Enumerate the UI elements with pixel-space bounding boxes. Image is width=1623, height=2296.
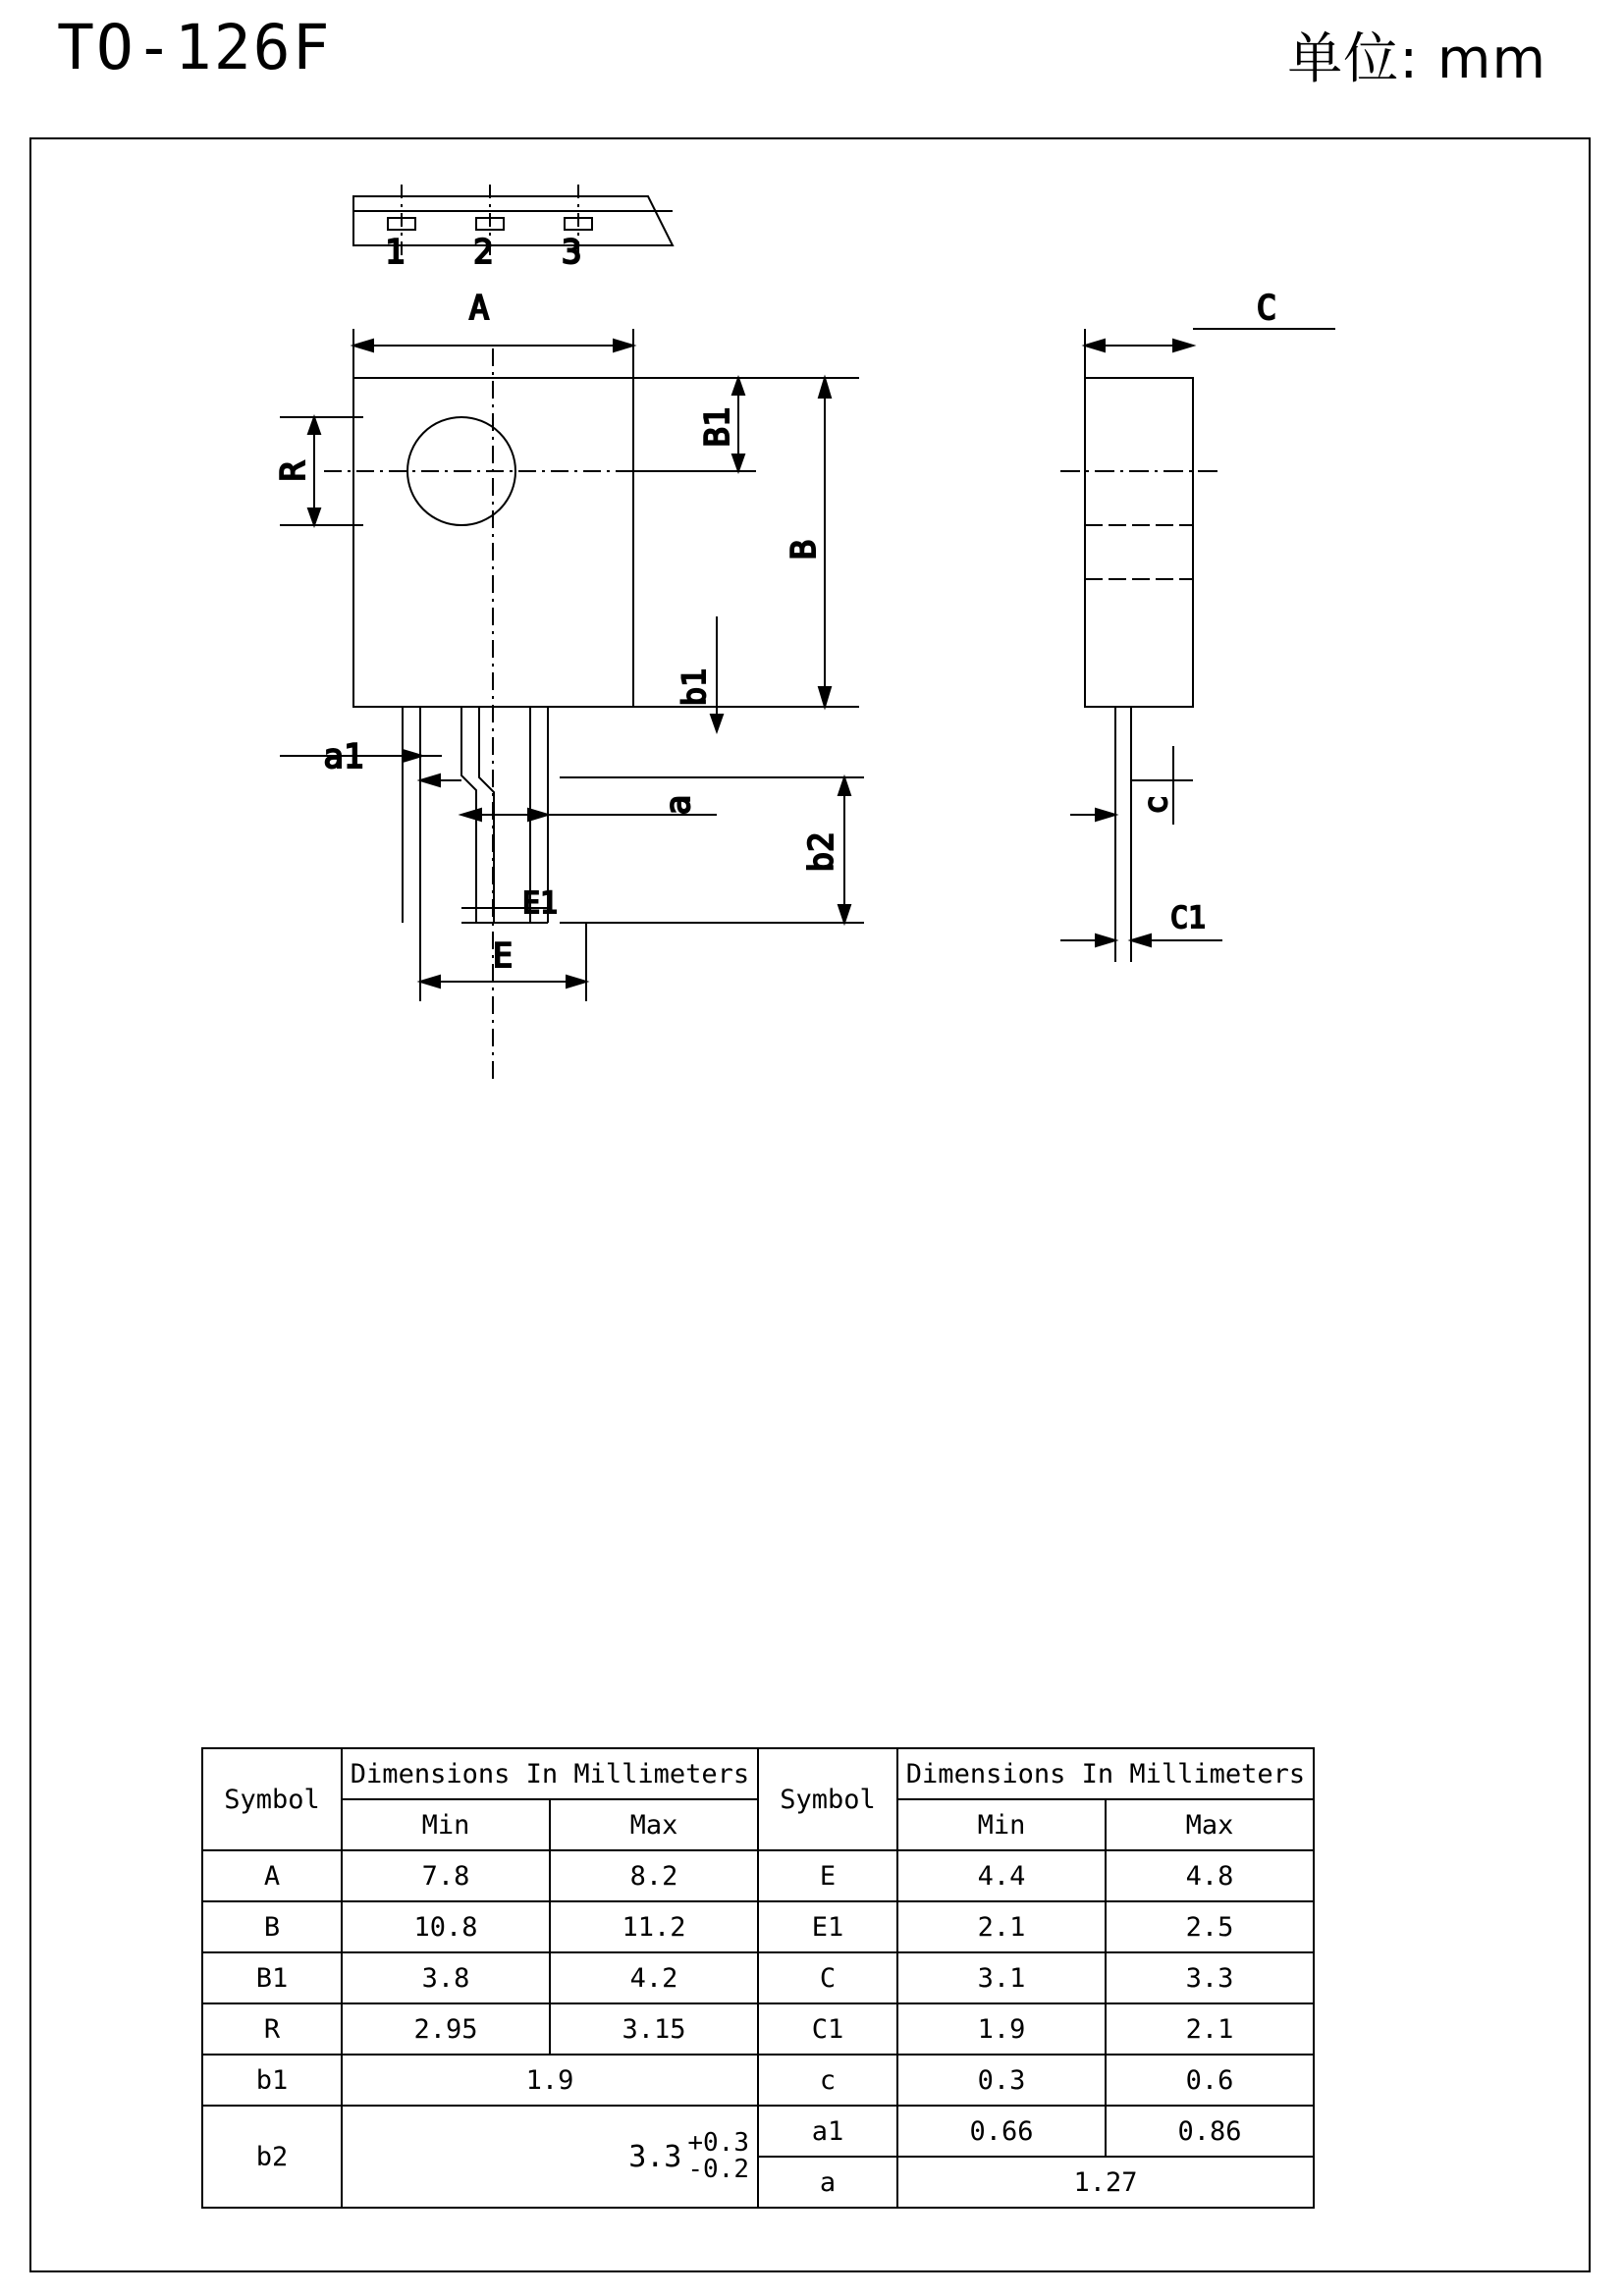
min-cell: 2.1 xyxy=(897,1901,1106,1952)
max-cell: 8.2 xyxy=(550,1850,758,1901)
header-min-left: Min xyxy=(342,1799,550,1850)
symbol-cell: c xyxy=(758,2055,897,2106)
label-a: a xyxy=(659,794,698,816)
pin-3-label: 3 xyxy=(562,233,582,272)
table-row xyxy=(202,2003,1314,2055)
symbol-cell: A xyxy=(202,1850,342,1901)
min-cell: 10.8 xyxy=(342,1901,550,1952)
label-a1: a1 xyxy=(323,737,364,776)
dimensions-table xyxy=(201,1747,1315,2209)
min-cell: 3.8 xyxy=(342,1952,550,2003)
unit-label: 单位: mm xyxy=(1287,27,1546,91)
min-cell: 4.4 xyxy=(897,1850,1106,1901)
min-cell: 1.9 xyxy=(897,2003,1106,2055)
side-view xyxy=(1060,378,1222,952)
symbol-cell: b2 xyxy=(202,2106,342,2208)
span-value-cell: 1.27 xyxy=(897,2157,1314,2208)
max-cell: 11.2 xyxy=(550,1901,758,1952)
label-b1: b1 xyxy=(676,667,713,707)
min-cell: 3.1 xyxy=(897,1952,1106,2003)
page-header xyxy=(0,0,1623,123)
header-symbol-left: Symbol xyxy=(202,1748,342,1850)
dim-a1 xyxy=(280,731,461,825)
tolerance-plus: +0.3 xyxy=(687,2127,749,2158)
label-B1: B1 xyxy=(698,406,737,448)
header-min-right: Min xyxy=(897,1799,1106,1850)
dim-C xyxy=(1085,329,1335,383)
min-cell: 7.8 xyxy=(342,1850,550,1901)
table-row xyxy=(202,2055,1314,2106)
symbol-cell: E1 xyxy=(758,1901,897,1952)
symbol-cell: a1 xyxy=(758,2106,897,2157)
label-R: R xyxy=(274,460,313,482)
symbol-cell: E xyxy=(758,1850,897,1901)
header-max-right: Max xyxy=(1106,1799,1314,1850)
pin-1-label: 1 xyxy=(385,233,406,272)
label-B: B xyxy=(784,539,824,561)
part-title: TO-126F xyxy=(57,12,332,83)
min-cell: 0.3 xyxy=(897,2055,1106,2106)
header-symbol-right: Symbol xyxy=(758,1748,897,1850)
dim-B xyxy=(633,378,859,707)
max-cell: 2.1 xyxy=(1106,2003,1314,2055)
tolerance-minus: -0.2 xyxy=(687,2155,749,2184)
max-cell: 3.15 xyxy=(550,2003,758,2055)
symbol-cell: B1 xyxy=(202,1952,342,2003)
nominal-value: 3.3 xyxy=(628,2139,682,2174)
label-E: E xyxy=(492,936,514,976)
max-cell: 2.5 xyxy=(1106,1901,1314,1952)
dim-B1 xyxy=(633,378,756,471)
header-span-right: Dimensions In Millimeters xyxy=(897,1748,1314,1799)
table-row xyxy=(202,2106,1314,2157)
front-view xyxy=(324,348,736,1080)
pin-2-label: 2 xyxy=(473,233,494,272)
header-span-left: Dimensions In Millimeters xyxy=(342,1748,758,1799)
label-b2: b2 xyxy=(802,831,841,873)
label-C1: C1 xyxy=(1169,901,1207,935)
symbol-cell: B xyxy=(202,1901,342,1952)
max-cell: 0.6 xyxy=(1106,2055,1314,2106)
label-E1: E1 xyxy=(521,886,559,921)
header-max-left: Max xyxy=(550,1799,758,1850)
symbol-cell: C1 xyxy=(758,2003,897,2055)
tolerance-cell xyxy=(342,2106,758,2208)
symbol-cell: b1 xyxy=(202,2055,342,2106)
max-cell: 3.3 xyxy=(1106,1952,1314,2003)
span-value-cell: 1.9 xyxy=(342,2055,758,2106)
label-C: C xyxy=(1256,289,1277,328)
max-cell: 0.86 xyxy=(1106,2106,1314,2157)
table-row xyxy=(202,1850,1314,1901)
max-cell: 4.8 xyxy=(1106,1850,1314,1901)
min-cell: 2.95 xyxy=(342,2003,550,2055)
label-c: c xyxy=(1137,795,1174,815)
label-A: A xyxy=(468,289,490,328)
table-header-row-1 xyxy=(202,1748,1314,1799)
symbol-cell: a xyxy=(758,2157,897,2208)
package-outline-drawing xyxy=(29,137,1591,1728)
symbol-cell: R xyxy=(202,2003,342,2055)
min-cell: 0.66 xyxy=(897,2106,1106,2157)
symbol-cell: C xyxy=(758,1952,897,2003)
table-row xyxy=(202,1901,1314,1952)
max-cell: 4.2 xyxy=(550,1952,758,2003)
table-row xyxy=(202,1952,1314,2003)
